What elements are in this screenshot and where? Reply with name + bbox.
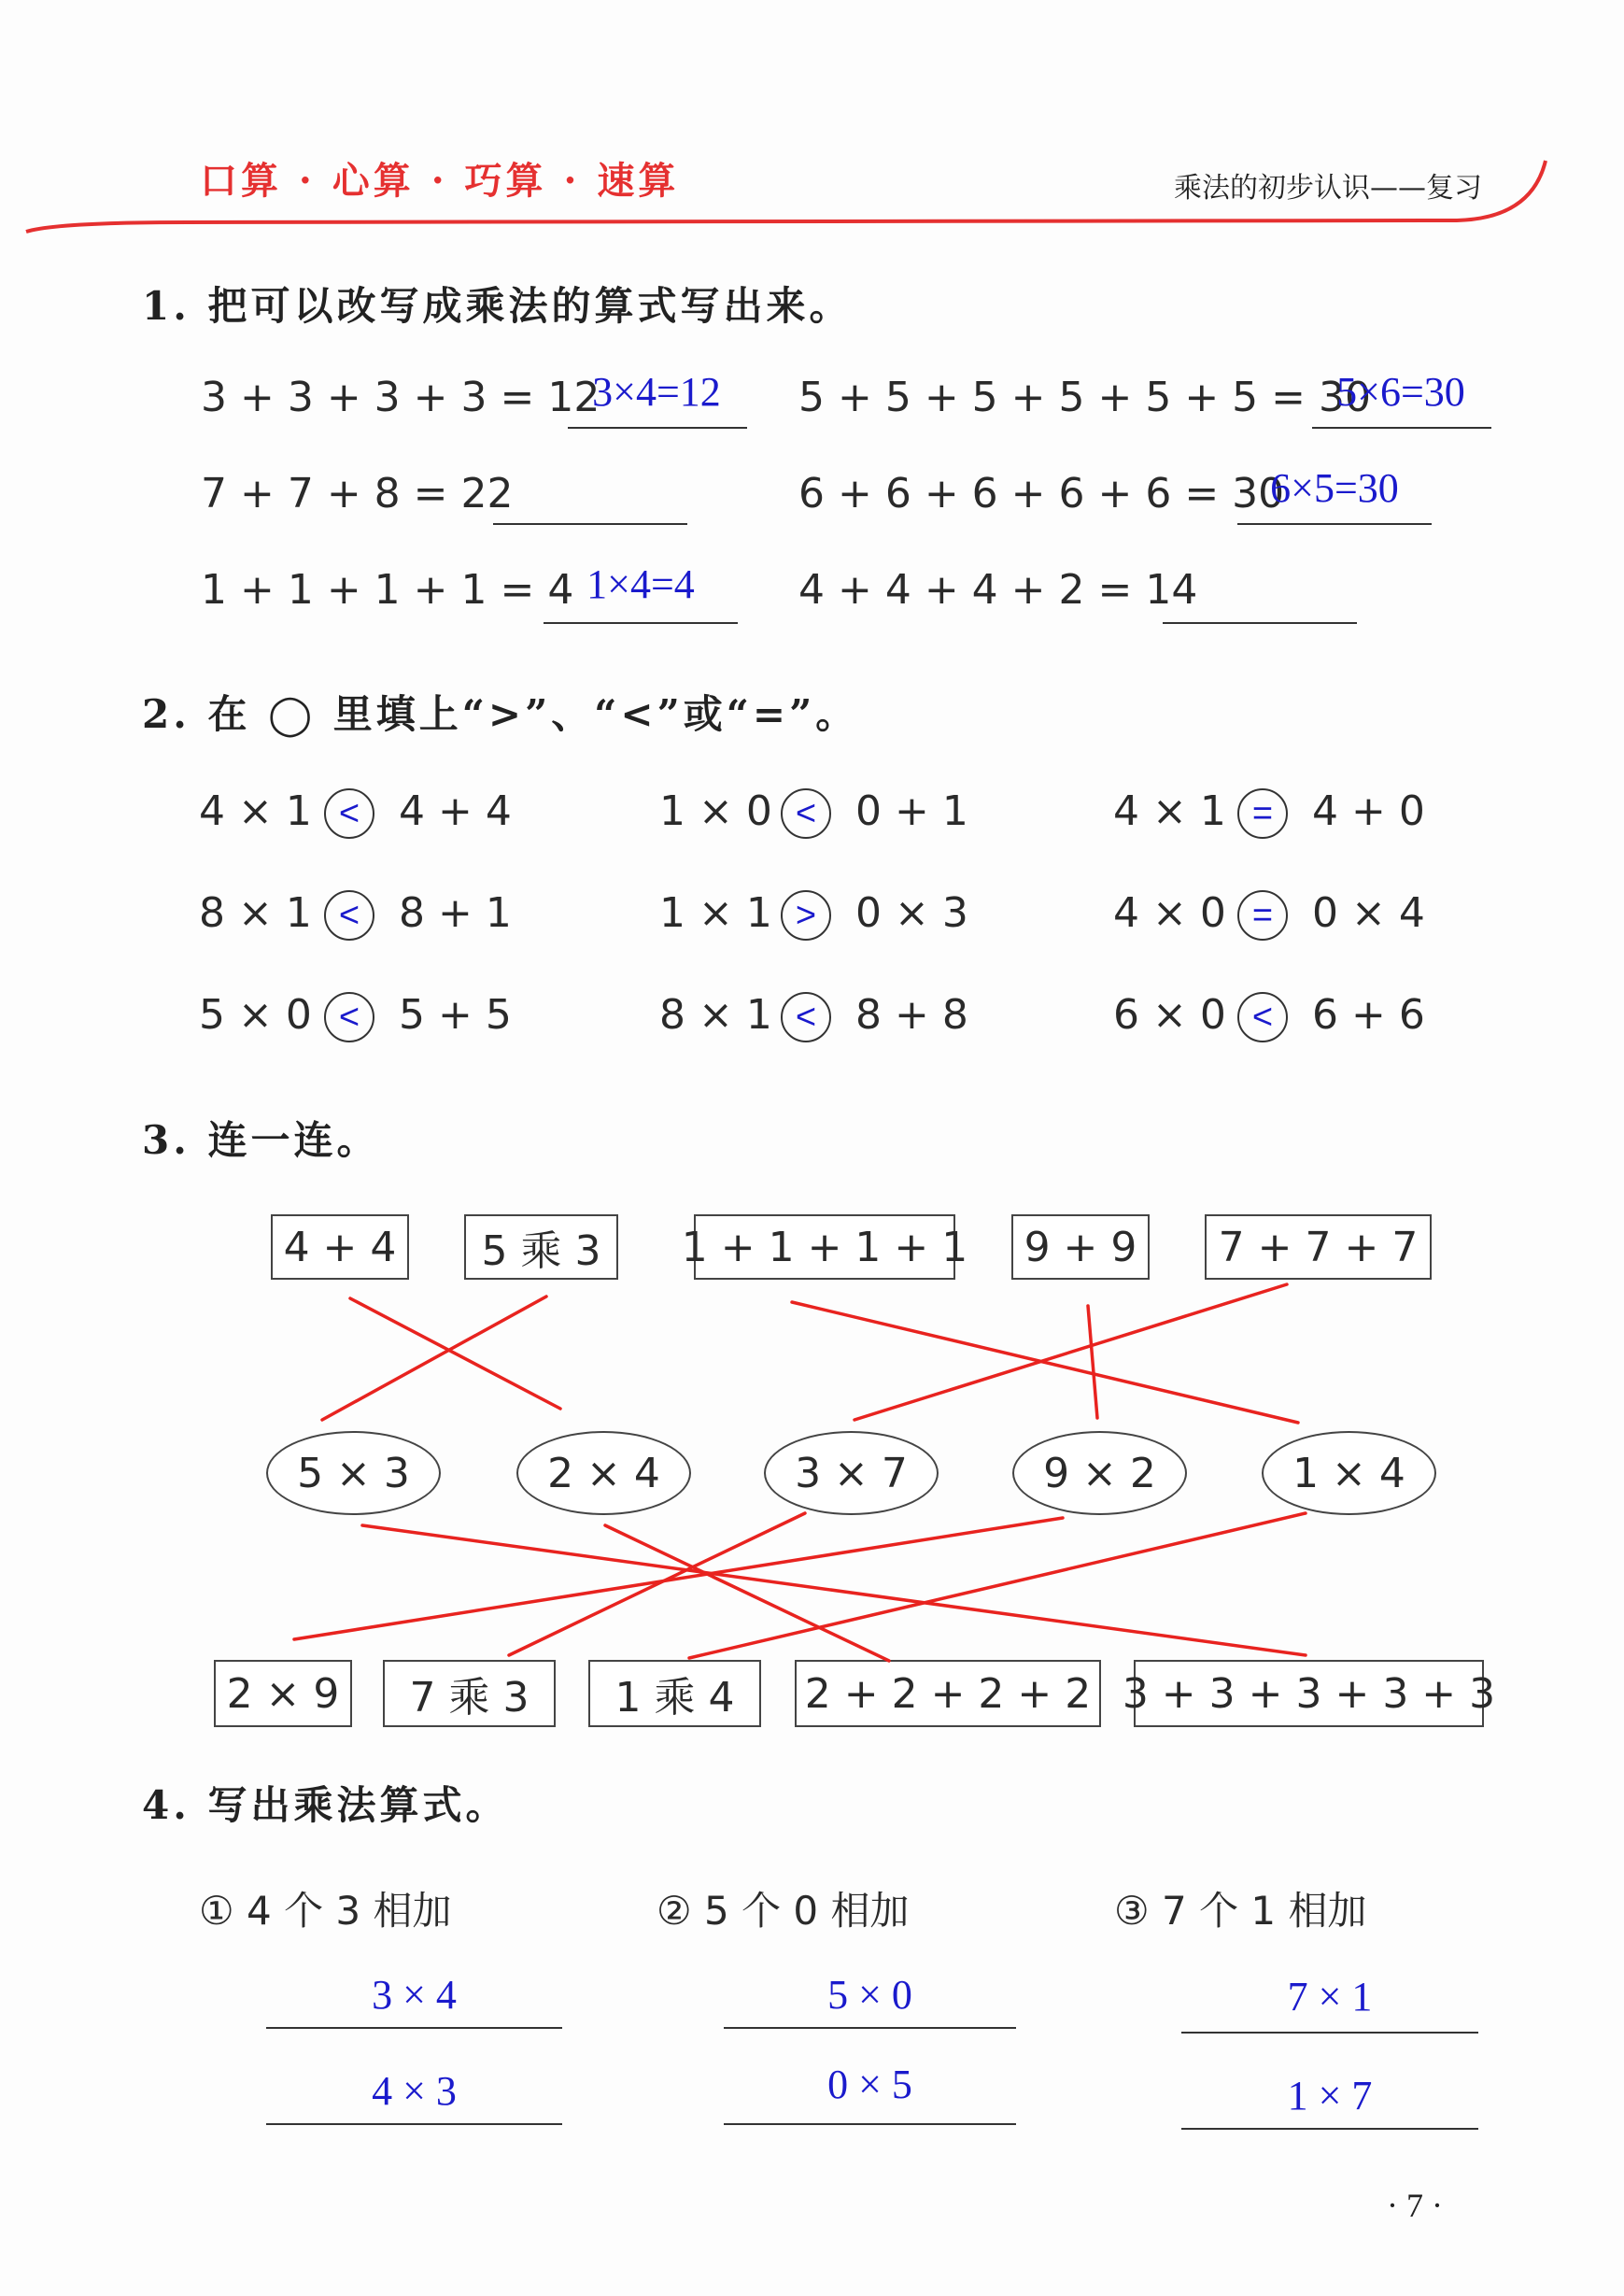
compare-left: 1 × 1 — [659, 889, 772, 937]
q1-expression: 6 + 6 + 6 + 6 + 6 = 30 — [798, 470, 1285, 517]
compare-right: 8 + 8 — [855, 991, 968, 1039]
compare-right: 6 + 6 — [1312, 991, 1425, 1039]
compare-circle[interactable]: < — [324, 992, 374, 1042]
compare-left: 8 × 1 — [199, 889, 312, 937]
match-bottom-box[interactable]: 7 乘 3 — [383, 1660, 556, 1727]
match-line — [350, 1298, 560, 1409]
match-line — [854, 1284, 1287, 1420]
q4-answer[interactable]: 0 × 5 — [827, 2062, 912, 2107]
match-middle-oval[interactable]: 3 × 7 — [764, 1431, 939, 1515]
match-bottom-box[interactable]: 1 乘 4 — [588, 1660, 761, 1727]
match-line — [1088, 1306, 1097, 1418]
match-top-box[interactable]: 4 + 4 — [271, 1214, 409, 1280]
section-title: 口算 · 心算 · 巧算 · 速算 — [200, 159, 680, 203]
q4-answer[interactable]: 5 × 0 — [827, 1972, 912, 2018]
match-middle-oval[interactable]: 9 × 2 — [1012, 1431, 1187, 1515]
match-line — [509, 1513, 805, 1655]
answer-line — [266, 2027, 562, 2029]
match-middle-oval[interactable]: 2 × 4 — [516, 1431, 691, 1515]
q4-answer[interactable]: 1 × 7 — [1287, 2073, 1373, 2119]
q1-expression: 5 + 5 + 5 + 5 + 5 + 5 = 30 — [798, 374, 1371, 421]
compare-circle[interactable]: < — [324, 890, 374, 941]
match-line — [792, 1302, 1298, 1423]
compare-left: 4 × 0 — [1113, 889, 1226, 937]
q1-answer[interactable]: 1×4=4 — [586, 561, 695, 607]
q1-expression: 4 + 4 + 4 + 2 = 14 — [798, 566, 1198, 614]
q1-answer[interactable]: 6×5=30 — [1270, 465, 1399, 511]
match-line — [689, 1513, 1306, 1658]
q4-item-label: ① 4 个 3 相加 — [199, 1888, 452, 1934]
compare-left: 1 × 0 — [659, 787, 772, 835]
match-bottom-box[interactable]: 2 × 9 — [214, 1660, 352, 1727]
compare-left: 5 × 0 — [199, 991, 312, 1039]
compare-right: 4 + 0 — [1312, 787, 1425, 835]
chapter-title: 乘法的初步认识——复习 — [1174, 172, 1482, 205]
match-middle-oval[interactable]: 5 × 3 — [266, 1431, 441, 1515]
compare-right: 4 + 4 — [399, 787, 512, 835]
match-top-box[interactable]: 7 + 7 + 7 — [1205, 1214, 1432, 1280]
compare-circle[interactable]: = — [1237, 890, 1288, 941]
answer-line — [724, 2027, 1016, 2029]
q1-expression: 3 + 3 + 3 + 3 = 12 — [201, 374, 600, 421]
q1-answer[interactable]: 5×6=30 — [1336, 369, 1465, 415]
compare-left: 4 × 1 — [199, 787, 312, 835]
compare-circle[interactable]: < — [781, 788, 831, 839]
compare-left: 6 × 0 — [1113, 991, 1226, 1039]
compare-circle[interactable]: < — [1237, 992, 1288, 1042]
match-top-box[interactable]: 1 + 1 + 1 + 1 — [694, 1214, 955, 1280]
compare-left: 4 × 1 — [1113, 787, 1226, 835]
q1-expression: 1 + 1 + 1 + 1 = 4 — [201, 566, 574, 614]
compare-right: 0 × 3 — [855, 889, 968, 937]
match-line — [322, 1297, 546, 1420]
match-bottom-box[interactable]: 3 + 3 + 3 + 3 + 3 — [1134, 1660, 1484, 1727]
q1-answer[interactable]: 3×4=12 — [592, 369, 721, 415]
question-3-title: 3. 连一连。 — [142, 1117, 380, 1163]
compare-left: 8 × 1 — [659, 991, 772, 1039]
q4-answer[interactable]: 4 × 3 — [372, 2068, 457, 2114]
page-number: · 7 · — [1387, 2187, 1443, 2224]
answer-line — [266, 2123, 562, 2125]
compare-right: 8 + 1 — [399, 889, 512, 937]
question-4-title: 4. 写出乘法算式。 — [142, 1782, 509, 1828]
match-top-box[interactable]: 5 乘 3 — [464, 1214, 618, 1280]
compare-right: 5 + 5 — [399, 991, 512, 1039]
compare-circle[interactable]: > — [781, 890, 831, 941]
match-middle-oval[interactable]: 1 × 4 — [1262, 1431, 1436, 1515]
q1-expression: 7 + 7 + 8 = 22 — [201, 470, 514, 517]
answer-line — [1181, 2032, 1478, 2034]
compare-right: 0 × 4 — [1312, 889, 1425, 937]
compare-circle[interactable]: < — [781, 992, 831, 1042]
match-line — [294, 1518, 1063, 1639]
match-bottom-box[interactable]: 2 + 2 + 2 + 2 — [795, 1660, 1101, 1727]
compare-circle[interactable]: = — [1237, 788, 1288, 839]
answer-line — [724, 2123, 1016, 2125]
compare-right: 0 + 1 — [855, 787, 968, 835]
compare-circle[interactable]: < — [324, 788, 374, 839]
q4-answer[interactable]: 3 × 4 — [372, 1972, 457, 2018]
q4-item-label: ③ 7 个 1 相加 — [1114, 1888, 1367, 1934]
answer-line — [1181, 2128, 1478, 2130]
q4-answer[interactable]: 7 × 1 — [1287, 1974, 1373, 2020]
question-1-title: 1. 把可以改写成乘法的算式写出来。 — [142, 283, 853, 329]
match-top-box[interactable]: 9 + 9 — [1011, 1214, 1150, 1280]
q4-item-label: ② 5 个 0 相加 — [657, 1888, 910, 1934]
question-2-title: 2. 在 ◯ 里填上“>”、“<”或“=”。 — [142, 691, 859, 737]
